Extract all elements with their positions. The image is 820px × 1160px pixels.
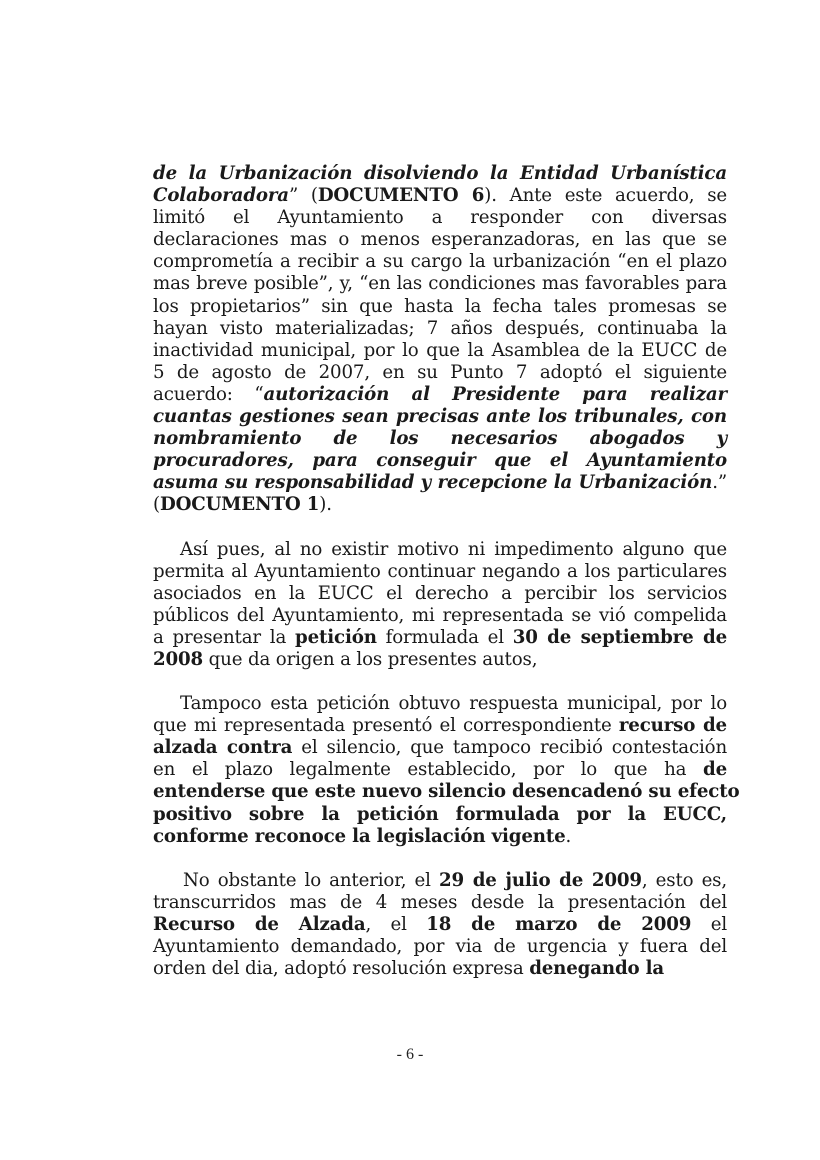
text-run: los propietarios” sin que hasta la fecha tales promesas se <box>153 295 727 317</box>
text-run: mas breve posible”, y, “en las condiciones mas favorables para <box>153 273 727 295</box>
text-line <box>153 163 727 185</box>
text-line <box>153 539 727 561</box>
paragraph-4 <box>153 870 727 980</box>
text-line <box>153 605 727 627</box>
bold-text: positivo sobre la petición formulada por la EUCC, <box>153 803 727 825</box>
text-run: que mi representada presentó el correspondiente <box>153 715 619 737</box>
text-run: transcurridos mas de 4 meses desde la presentación del <box>153 891 727 913</box>
text-run: Ayuntamiento demandado, por via de urgencia y fuera del <box>153 936 727 957</box>
bold-text: 2008 <box>153 648 204 670</box>
text-run: el silencio, que tampoco recibió contestación <box>292 737 728 759</box>
text-line <box>153 273 727 295</box>
bold-text: DOCUMENTO 1 <box>159 494 320 516</box>
bold-text: petición <box>295 626 377 648</box>
bold-text: conforme reconoce la legislación vigente <box>153 825 566 847</box>
bold-italic-text: cuantas gestiones sean precisas ante los tribunales, con <box>153 406 727 428</box>
text-run: ). <box>319 494 332 516</box>
bold-italic-text: asuma su responsabilidad y recepcione la Urbanización <box>153 472 713 494</box>
bold-italic-text: nombramiento de los necesarios abogados y <box>153 428 727 450</box>
bold-italic-text: autorización al Presidente para realizar <box>263 383 727 405</box>
text-line <box>153 561 727 583</box>
bold-italic-text: Colaboradora <box>153 185 289 207</box>
text-run: orden del dia, adoptó resolución expresa <box>153 958 530 980</box>
text-line <box>153 759 727 781</box>
text-run: permita al Ayuntamiento continuar negando a los particulares <box>153 560 727 582</box>
text-line <box>153 715 727 737</box>
text-run: acuerdo: “ <box>153 383 264 405</box>
paragraph-2 <box>153 539 727 672</box>
text-line <box>153 737 727 759</box>
text-line <box>153 936 727 958</box>
text-line <box>153 826 727 848</box>
bold-text: Recurso de Alzada <box>153 913 366 935</box>
text-line <box>153 892 727 914</box>
bold-text: DOCUMENTO 6 <box>317 185 485 207</box>
text-line <box>153 649 727 671</box>
text-run: 5 de agosto de 2007, en su Punto 7 adoptó el siguiente <box>153 361 727 383</box>
paragraph-1 <box>153 163 727 517</box>
text-run: a presentar la <box>153 626 296 648</box>
text-run: Tampoco esta petición obtuvo respuesta municipal, por lo <box>180 693 727 715</box>
text-run: .” <box>712 472 727 494</box>
text-run: que da origen a los presentes autos, <box>203 648 538 670</box>
text-line <box>153 185 727 207</box>
text-line <box>153 229 727 251</box>
text-line <box>153 296 727 318</box>
text-line <box>153 781 740 803</box>
text-run: inactividad municipal, por lo que la Asamblea de la EUCC de <box>153 339 727 361</box>
text-line <box>153 804 727 826</box>
text-run: Así pues, al no existir motivo ni impedimento alguno que <box>180 538 727 560</box>
text-line <box>153 384 727 406</box>
document-body <box>153 163 740 1002</box>
bold-text: 30 de septiembre de <box>512 626 727 648</box>
text-run: formulada el <box>376 626 513 648</box>
bold-text: alzada contra <box>153 737 293 759</box>
bold-text: 29 de julio de 2009 <box>439 869 642 891</box>
bold-text: recurso de <box>618 715 727 737</box>
text-line <box>153 318 727 340</box>
text-line <box>153 494 727 516</box>
text-line <box>153 627 727 649</box>
text-run: en el plazo legalmente establecido, por lo que ha <box>153 759 703 781</box>
text-line <box>153 450 727 472</box>
text-run: ( <box>153 494 160 516</box>
text-run: comprometía a recibir a su cargo la urbanización “en el plazo <box>153 251 727 273</box>
text-line <box>153 251 727 273</box>
text-run: el <box>691 913 727 935</box>
text-line <box>153 340 727 362</box>
text-line <box>153 958 727 980</box>
text-line <box>153 428 727 450</box>
text-line <box>153 583 727 605</box>
text-line <box>153 870 727 892</box>
text-line <box>153 693 727 715</box>
text-run: ” ( <box>288 185 318 207</box>
bold-text: denegando la <box>529 958 665 980</box>
text-line <box>153 362 727 384</box>
text-run: limitó el Ayuntamiento a responder con diversas <box>153 207 727 229</box>
text-run: No obstante lo anterior, el <box>183 869 439 891</box>
text-run: , esto es, <box>641 869 727 891</box>
text-run: declaraciones mas o menos esperanzadoras, en las que se <box>153 229 727 251</box>
bold-italic-text: procuradores, para conseguir que el Ayuntamiento <box>153 450 727 472</box>
bold-text: 18 de marzo de 2009 <box>426 913 692 935</box>
text-run: públicos del Ayuntamiento, mi representada se vió compelida <box>153 604 727 626</box>
text-line <box>153 472 727 494</box>
text-line <box>153 914 727 936</box>
bold-text: de <box>703 759 727 781</box>
text-line <box>153 406 727 428</box>
page-number: - 6 - <box>396 1046 424 1063</box>
text-run: , el <box>365 913 427 935</box>
text-run: ). Ante este acuerdo, se <box>484 185 727 207</box>
text-run: . <box>565 825 572 847</box>
bold-italic-text: de la Urbanización disolviendo la Entidad Urbanística <box>153 163 727 184</box>
text-run: asociados en la EUCC el derecho a percibir los servicios <box>153 582 727 604</box>
text-run: hayan visto materializadas; 7 años después, continuaba la <box>153 317 727 339</box>
bold-text: entenderse que este nuevo silencio desencadenó su efecto <box>153 781 740 803</box>
text-line <box>153 207 727 229</box>
paragraph-3 <box>153 693 740 848</box>
